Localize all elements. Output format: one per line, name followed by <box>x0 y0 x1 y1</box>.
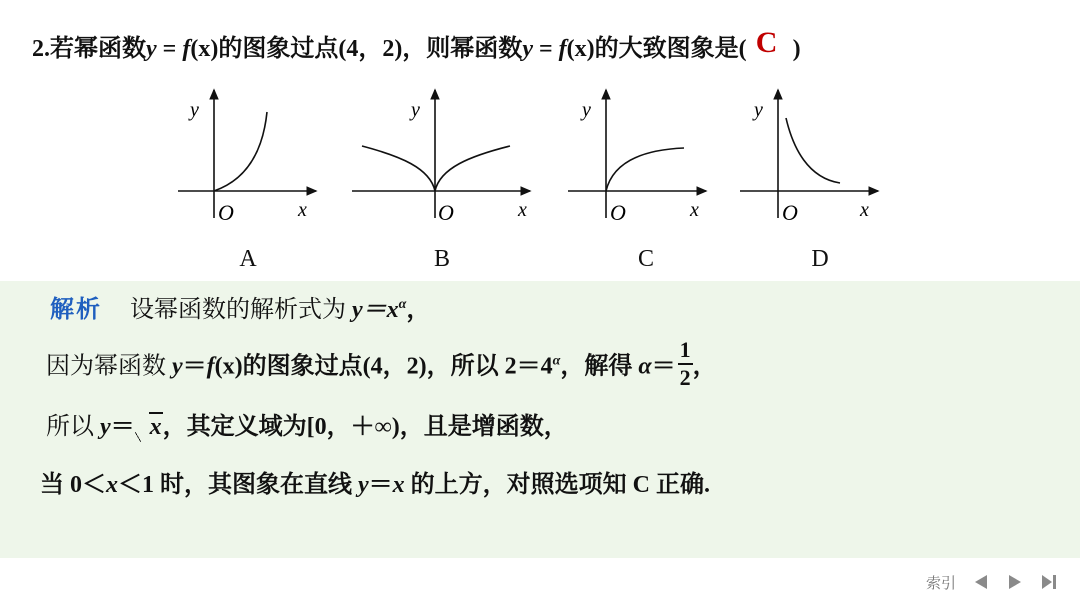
question-suffix: 的大致图象是( <box>594 36 747 62</box>
y-axis-label: y <box>411 99 420 121</box>
fraction-one-half <box>678 339 693 389</box>
index-link[interactable]: 索引 <box>925 573 956 592</box>
solution-line4-x: x <box>106 472 118 498</box>
question-close: ) <box>786 36 801 62</box>
graph-a[interactable] <box>170 88 320 228</box>
solution-line2-f: f <box>206 353 215 380</box>
solution-line4-y: y <box>358 472 369 498</box>
solution-line2-end: ， <box>692 353 717 380</box>
solution-line3-y: y <box>100 414 111 440</box>
graph-a-svg <box>170 88 320 228</box>
solution-line2-sup: α <box>552 353 561 369</box>
curve-b-left <box>362 146 435 191</box>
y-axis-label: y <box>754 99 763 121</box>
fraction-numerator: 1 <box>678 339 693 365</box>
sqrt-symbol <box>135 414 163 441</box>
solution-line4-c: 的上方，对照选项知 C 正确. <box>404 472 710 498</box>
x-axis-label: x <box>298 199 307 221</box>
solution-line4-b: ＜1 时，其图象在直线 <box>118 472 358 498</box>
option-label-b: B <box>433 246 450 272</box>
y-axis-label: y <box>582 99 591 121</box>
solution-line2-x: (x) <box>214 353 243 380</box>
solution-line-4 <box>40 464 710 499</box>
curve-a <box>214 112 267 191</box>
fraction-denominator: 2 <box>679 365 691 390</box>
solution-line2-c: ，解得 <box>560 353 639 380</box>
solution-line3-b: ，其定义域为[0，＋∞)，且是增函数， <box>162 414 568 440</box>
solution-line4-x2: x <box>392 472 405 498</box>
x-axis-label: x <box>518 199 527 221</box>
question-prefix: 2.若幂函数 <box>32 36 146 62</box>
graph-c-svg <box>566 88 716 228</box>
solution-line4-a: 当 0＜ <box>40 472 106 498</box>
graph-d[interactable] <box>738 88 888 228</box>
solution-line-1 <box>50 289 430 324</box>
curve-d <box>786 118 840 183</box>
solution-line1-text: 设幂函数的解析式为 <box>130 297 346 323</box>
solution-line2-eq: ＝ <box>182 353 207 380</box>
solution-line2-eq2: ＝ <box>651 353 676 380</box>
solution-panel <box>0 281 1080 558</box>
question-eq: = <box>156 36 183 62</box>
question-var-f: f <box>182 36 191 62</box>
graph-b-svg <box>350 88 540 228</box>
question-arg: (x) <box>190 36 219 62</box>
solution-line1-math: y＝x <box>352 297 399 323</box>
solution-line2-a: 因为幂函数 <box>46 353 172 380</box>
solution-line4-eq: ＝ <box>368 472 393 498</box>
prev-arrow-icon[interactable] <box>972 573 990 591</box>
question-mid: 的图象过点(4，2)，则幂函数 <box>218 36 523 62</box>
origin-label: O <box>610 200 626 225</box>
question-var-f2: f <box>558 36 567 62</box>
answer-mark: C <box>755 26 778 59</box>
option-label-c: C <box>637 246 654 272</box>
curve-b-right <box>435 146 510 191</box>
origin-label: O <box>782 200 798 225</box>
question-arg2: (x) <box>566 36 595 62</box>
origin-label: O <box>438 200 454 225</box>
question-var-y: y <box>146 36 157 62</box>
solution-line1-end: ， <box>406 297 431 323</box>
question-var-y2: y <box>522 36 533 62</box>
graph-c[interactable] <box>566 88 716 228</box>
solution-line3-eq: ＝ <box>110 414 135 440</box>
option-label-d: D <box>811 246 829 272</box>
solution-line2-y: y <box>172 353 183 380</box>
solution-line3-a: 所以 <box>46 414 100 440</box>
y-axis-label: y <box>190 99 199 121</box>
next-arrow-icon[interactable] <box>1006 573 1024 591</box>
x-axis-label: x <box>690 199 699 221</box>
origin-label: O <box>218 200 234 225</box>
solution-line2-alpha: α <box>638 353 652 380</box>
last-slide-icon[interactable] <box>1040 573 1058 591</box>
solution-line-2 <box>46 337 717 393</box>
option-label-a: A <box>239 246 257 272</box>
x-axis-label: x <box>860 199 869 221</box>
graph-d-svg <box>738 88 888 228</box>
curve-c <box>606 148 684 191</box>
sqrt-radicand: x <box>149 414 162 440</box>
slide-nav <box>926 568 1058 596</box>
question-text <box>32 28 801 68</box>
solution-line2-b: 的图象过点(4，2)，所以 2＝4 <box>242 353 553 380</box>
solution-line-3 <box>46 406 568 441</box>
question-eq2: = <box>532 36 559 62</box>
solution-line1-sup: α <box>398 297 407 312</box>
solution-keyword: 解析 <box>50 297 102 323</box>
graph-b[interactable] <box>350 88 540 228</box>
